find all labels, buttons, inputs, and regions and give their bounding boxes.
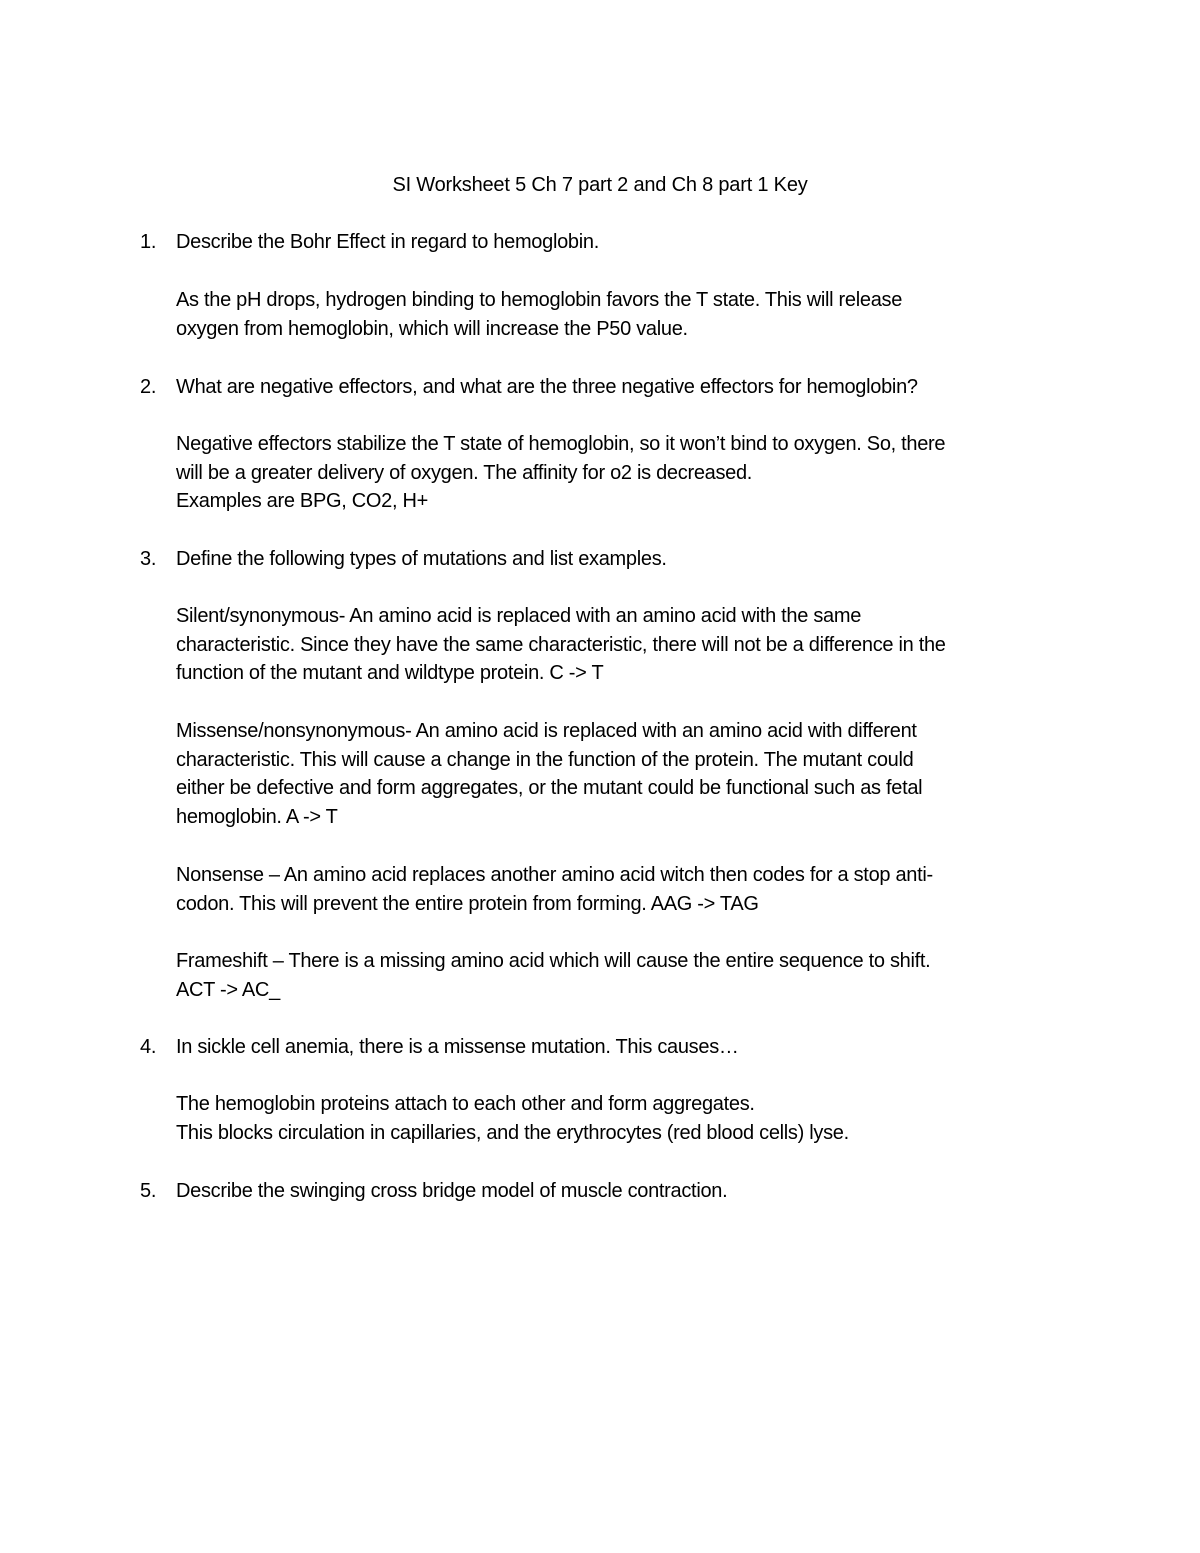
question-number: 3. (140, 548, 157, 570)
question-number: 5. (140, 1180, 157, 1202)
question-text: What are negative effectors, and what are the three negative effectors for hemoglobin? (176, 376, 918, 398)
answer-line: characteristic. This will cause a change in the function of the protein. The mutant could (176, 748, 914, 771)
answer-line: hemoglobin. A -> T (176, 805, 338, 828)
answer-line: oxygen from hemoglobin, which will increase the P50 value. (176, 317, 688, 340)
answer-paragraph (176, 1090, 1076, 1147)
answer-line: As the pH drops, hydrogen binding to hemoglobin favors the T state. This will release (176, 289, 903, 311)
answer-line: ACT -> AC_ (176, 978, 280, 1001)
answer-line: function of the mutant and wildtype protein. C -> T (176, 662, 604, 685)
answer-line: This blocks circulation in capillaries, and the erythrocytes (red blood cells) lyse. (176, 1121, 849, 1144)
answer-line: Negative effectors stabilize the T state of hemoglobin, so it won’t bind to oxygen. So, there (176, 433, 946, 455)
answer-line: Nonsense – An amino acid replaces another amino acid witch then codes for a stop anti- (176, 864, 933, 886)
answer-line: Examples are BPG, CO2, H+ (176, 490, 429, 513)
question-number: 4. (140, 1036, 157, 1058)
answer-line: will be a greater delivery of oxygen. The affinity for o2 is decreased. (176, 461, 753, 484)
answer-paragraph-silent (176, 602, 1076, 688)
question-text: Describe the Bohr Effect in regard to hemoglobin. (176, 231, 599, 253)
question-text: Define the following types of mutations and list examples. (176, 548, 667, 570)
answer-paragraph (176, 286, 1076, 343)
answer-paragraph (176, 430, 1076, 516)
answer-paragraph-missense (176, 717, 1076, 831)
page-title: SI Worksheet 5 Ch 7 part 2 and Ch 8 part 1 Key (392, 174, 808, 196)
answer-line: Frameshift – There is a missing amino acid which will cause the entire sequence to shift. (176, 950, 931, 972)
answer-line: codon. This will prevent the entire protein from forming. AAG -> TAG (176, 892, 759, 915)
answer-line: The hemoglobin proteins attach to each other and form aggregates. (176, 1093, 755, 1115)
question-number: 2. (140, 376, 157, 398)
answer-line: Silent/synonymous- An amino acid is replaced with an amino acid with the same (176, 605, 862, 627)
answer-paragraph-nonsense (176, 861, 1076, 918)
answer-paragraph-frameshift (176, 947, 1076, 1004)
answer-line: either be defective and form aggregates, or the mutant could be functional such as fetal (176, 777, 923, 800)
question-text: In sickle cell anemia, there is a missense mutation. This causes… (176, 1036, 739, 1058)
answer-line: characteristic. Since they have the same characteristic, there will not be a difference in the (176, 633, 946, 656)
answer-line: Missense/nonsynonymous- An amino acid is replaced with an amino acid with different (176, 720, 917, 742)
question-number: 1. (140, 231, 157, 253)
question-text: Describe the swinging cross bridge model of muscle contraction. (176, 1180, 728, 1202)
